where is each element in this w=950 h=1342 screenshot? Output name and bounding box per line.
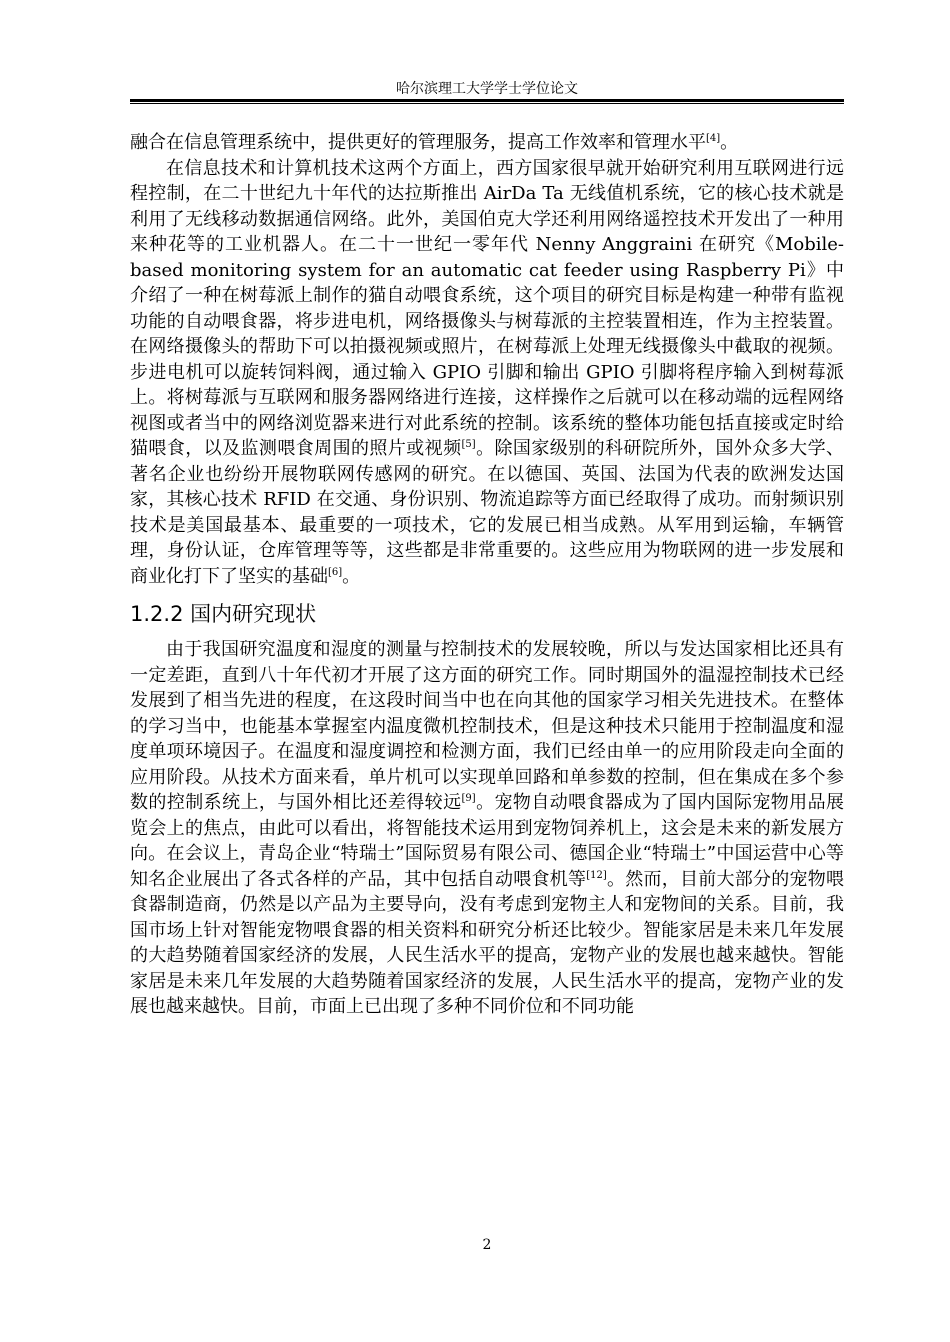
citation-ref: [9] xyxy=(461,793,476,804)
paragraph-text: 。除国家级别的科研院所外，国外众多大学、著名企业也纷纷开展物联网传感网的研究。在以德国、英国、法国为代表的欧洲发达国家，其核心技术 RFID 在交通、身份识别、物流追踪等方面已经取得了成功。而射频识别技术是美国最基本、最重要的一项技术，它的发展已相当成熟。从军用到运输，车辆管理，身份认证，仓库管理等等，这些都是非常重要的。这些应用为物联网的进一步发展和商业化打下了坚实的基础 xyxy=(130,438,845,587)
header-rule xyxy=(130,99,844,102)
body-text xyxy=(130,130,844,1020)
citation-ref: [6] xyxy=(328,566,343,578)
paragraph-domestic-research xyxy=(130,637,844,1020)
citation-ref: [4] xyxy=(706,133,721,144)
paragraph-continuation xyxy=(130,130,844,156)
citation-ref: [5] xyxy=(461,439,476,450)
paragraph-text: 由于我国研究温度和湿度的测量与控制技术的发展较晚，所以与发达国家相比还具有一定差距，直到八十年代初才开展了这方面的研究工作。同时期国外的温湿控制技术已经发展到了相当先进的程度，在这段时间当中也在向其他的国家学习相关先进技术。在整体的学习当中，也能基本掌握室内温度微机控制技术，但是这种技术只能用于控制温度和湿度单项环境因子。在温度和湿度调控和检测方面，我们已经由单一的应用阶段走向全面的应用阶段。从技术方面来看，单片机可以实现单回路和单参数的控制，但在集成在多个参数的控制系统上，与国外相比还差得较远 xyxy=(130,639,844,813)
paragraph-tail: 。 xyxy=(720,132,739,153)
paragraph-text: 融合在信息管理系统中，提供更好的管理服务，提高工作效率和管理水平 xyxy=(130,132,706,153)
paragraph-tail: 。 xyxy=(342,565,361,587)
paragraph-text: 在信息技术和计算机技术这两个方面上，西方国家很早就开始研究利用互联网进行远程控制，在二十世纪九十年代的达拉斯推出 AirDa Ta 无线值机系统，它的核心技术就是利用了无线移动数据通信网络。此外，美国伯克大学还利用网络遥控技术开发出了一种用来种花等的工业机器人。在二十一世纪一零年代 Nenny Anggraini 在研究《Mobile-based monitoring system for an automatic cat feeder using Raspberry Pi》中介绍了一种在树莓派上制作的猫自动喂食系统，这个项目的研究目标是构建一种带有监视功能的自动喂食器，将步进电机，网络摄像头与树莓派的主控装置相连，作为主控装置。在网络摄像头的帮助下可以拍摄视频或照片，在树莓派上处理无线摄像头中截取的视频。步进电机可以旋转饲料阀，通过输入 GPIO 引脚和输出 GPIO 引脚将程序输入到树莓派上。将树莓派与互联网和服务器网络进行连接，这样操作之后就可以在移动端的远程网络视图或者当中的网络浏览器来进行对此系统的控制。该系统的整体功能包括直接或定时给猫喂食，以及监测喂食周围的照片或视频 xyxy=(130,157,844,459)
citation-ref: [12] xyxy=(586,869,607,881)
running-header: 哈尔滨理工大学学士学位论文 xyxy=(396,81,578,97)
section-heading: 1.2.2 国内研究现状 xyxy=(130,602,317,626)
page-number: 2 xyxy=(482,1237,492,1253)
paragraph-foreign-research xyxy=(130,156,844,590)
paragraph-text: 。然而，目前大部分的宠物喂食器制造商，仍然是以产品为主要导向，没有考虑到宠物主人和宠物间的关系。目前，我国市场上针对智能宠物喂食器的相关资料和研究分析还比较少。智能家居是未来几年发展的大趋势随着国家经济的发展，人民生活水平的提高，宠物产业的发展也越来越快。智能家居是未来几年发展的大趋势随着国家经济的发展，人民生活水平的提高，宠物产业的发展也越来越快。目前，市面上已出现了多种不同价位和不同功能 xyxy=(130,868,845,1017)
paragraph-text: 。宠物自动喂食器成为了国内国际宠物用品展览会上的焦点，由此可以看出，将智能技术运用到宠物饲养机上，这会是未来的新发展方向。在会议上，青岛企业“特瑞士”国际贸易有限公司、德国企业“特瑞士”中国运营中心等知名企业展出了各式各样的产品，其中包括自动喂食机等 xyxy=(130,792,845,890)
